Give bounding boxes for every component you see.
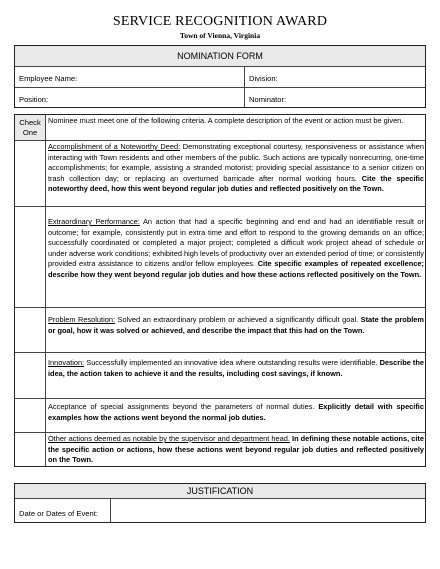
criterion-problem-resolution: Problem Resolution: Solved an extraordinary problem or achieved a significantly difficult goal. State the problem or goal, how it was solved or achieved, and describe the impact that this had on the Town.	[48, 315, 424, 335]
check-box-innovation[interactable]	[15, 353, 45, 398]
nomination-form	[14, 45, 426, 108]
criterion-extraordinary-performance: Extraordinary Performance: An action that had a specific beginning and end and had an identifiable result or outcome; for example, consistently put in extra time and effort to respond to the growing demands on an office; successfully coordinated or completed a major project; completed a difficult work project ahead of schedule or under adverse work conditions; exhibited high levels of productivity over an extended period of time; or consistently provided extra assistance to citizens and/or fellow employees. Cite specific examples of repeated excellence; describe how they went beyond regular job duties and how these actions reflected positively on the Town.	[48, 217, 424, 279]
position-field[interactable]: Position:	[19, 95, 49, 104]
criteria-intro: Nominee must meet one of the following criteria. A complete description of the event or action must be given.	[48, 116, 404, 125]
check-box-extraordinary-performance[interactable]	[15, 207, 45, 307]
check-box-other-actions[interactable]	[15, 433, 45, 466]
date-of-event-label: Date or Dates of Event:	[19, 509, 98, 518]
nominator-field[interactable]: Nominator:	[249, 95, 287, 104]
division-field[interactable]: Division:	[249, 74, 278, 83]
check-box-problem-resolution[interactable]	[15, 308, 45, 352]
nomination-form-title: NOMINATION FORM	[15, 46, 425, 67]
criterion-special-assignments: Acceptance of special assignments beyond the parameters of normal duties. Explicitly detail with specific examples how the actions went beyond the normal job duties.	[48, 402, 424, 422]
check-one-header: Check One	[19, 118, 41, 137]
justification-section	[14, 483, 426, 523]
employee-name-field[interactable]: Employee Name:	[19, 74, 78, 83]
criterion-other-actions: Other actions deemed as notable by the supervisor and department head. In defining these notable actions, cite the specific action or actions, how these actions went beyond regular job duties and reflected positively on the Town.	[48, 434, 424, 465]
check-box-special-assignments[interactable]	[15, 399, 45, 432]
justification-title: JUSTIFICATION	[15, 484, 425, 499]
page-subtitle: Town of Vienna, Virginia	[179, 31, 261, 40]
criterion-noteworthy-deed: Accomplishment of a Noteworthy Deed: Demonstrating exceptional courtesy, responsiveness or assistance when interacting with Town residents and other members of the public. Such actions are typically nonrecurring, one-time accomplishments; for example, assisting a stranded motorist; providing special assistance to a senior citizen on trash collection day; or replacing an overturned barricade after normal working hours. Cite the specific noteworthy deed, how this went beyond regular job duties and reflected positively on the Town.	[48, 142, 424, 194]
date-of-event-field[interactable]	[111, 499, 425, 522]
page-title: SERVICE RECOGNITION AWARD	[112, 14, 328, 29]
check-box-noteworthy-deed[interactable]	[15, 141, 45, 206]
criterion-innovation: Innovation: Successfully implemented an innovative idea where outstanding results were identifiable. Describe the idea, the action taken to achieve it and the results, including cost savings, if known.	[48, 358, 424, 378]
